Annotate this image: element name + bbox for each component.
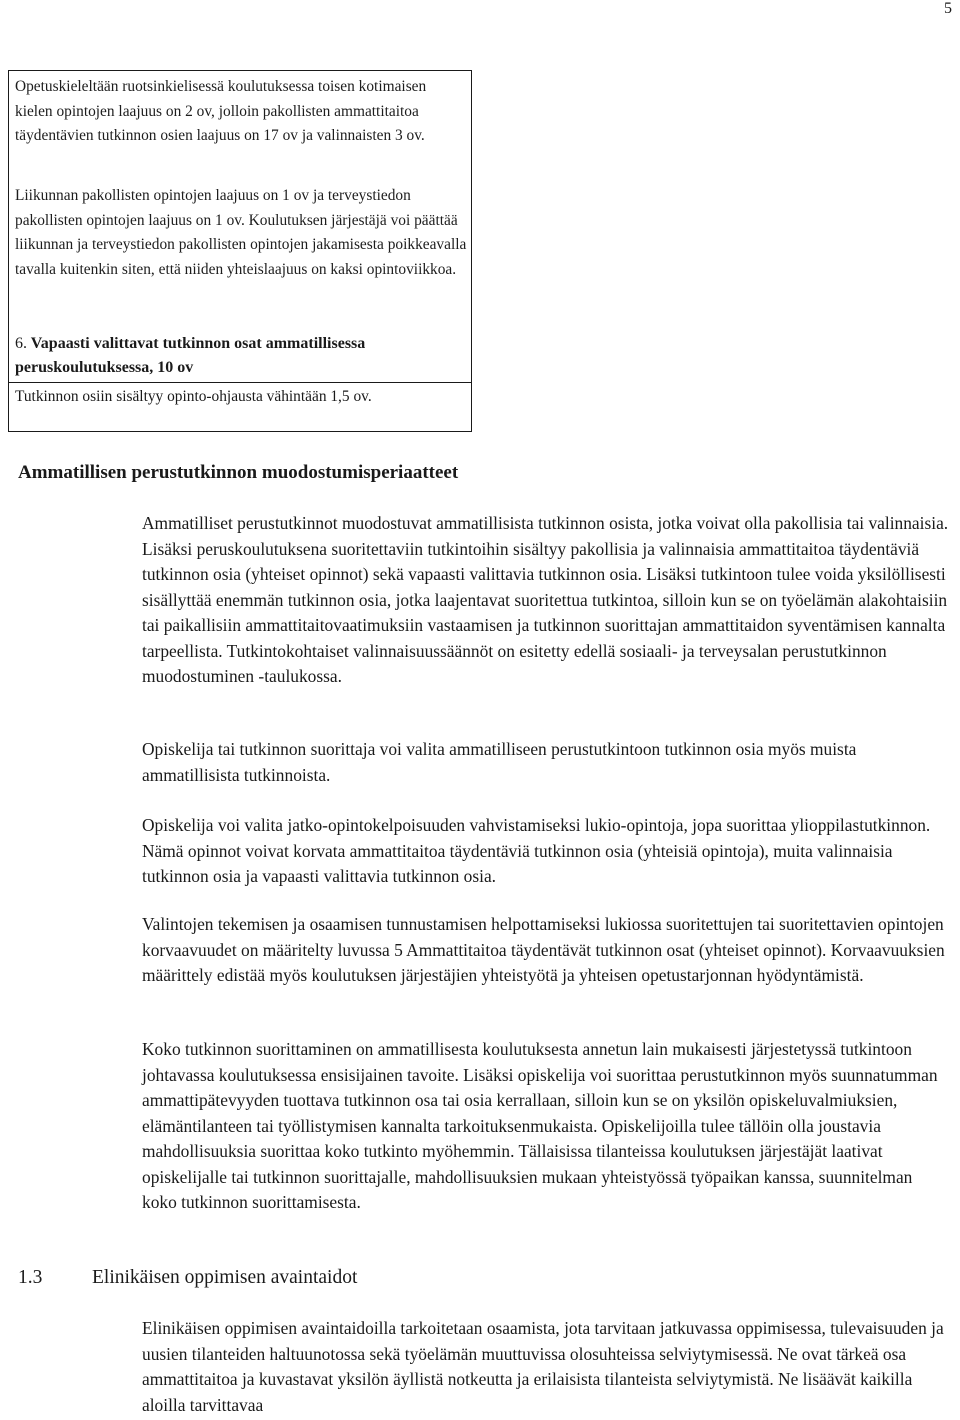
page-number: 5 xyxy=(944,0,952,17)
box-footer-note: Tutkinnon osiin sisältyy opinto-ohjausta vähintään 1,5 ov. xyxy=(15,388,372,405)
section-heading xyxy=(18,1264,357,1292)
box-paragraph-language: Opetuskieleltään ruotsinkielisessä koulutuksessa toisen kotimaisen kielen opintojen laajuus on 2 ov, jolloin pakollisten ammattitaitoa täydentävien tutkinnon osien laajuus on 17 ov ja valinnaisten 3 ov. xyxy=(15,78,427,144)
section-title: Elinikäisen oppimisen avaintaidot xyxy=(92,1267,358,1288)
paragraph-complete-qualification: Koko tutkinnon suorittaminen on ammatillisesta koulutuksesta annetun lain mukaisesti järjestetyssä tutkintoon johtavassa koulutuksessa ensisijainen tavoite. Lisäksi opiskelija voi suorittaa perustutkinnon myös suunnatumman ammattipätevyyden tuottava tutkinnon osa tai osia kerrallaan, silloin kun se on yksilön opiskeluvalmiuksien, elämäntilanteen tai työllistymisen kannalta tarkoituksenmukaista. Opiskelijoilla tulee tällöin olla joustavia mahdollisuuksia suorittaa koko tutkinto myöhemmin. Tällaisissa tilanteissa koulutuksen järjestäjät laativat opiskelijalle tai tutkinnon suorittajalle, mahdollisuuksien mukaan yhteistyössä työpaikan kanssa, suunnitelman koko tutkinnon suorittamisesta. xyxy=(142,1039,938,1212)
box-paragraph-physical-education: Liikunnan pakollisten opintojen laajuus on 1 ov ja terveystiedon pakollisten opintojen laajuus on 1 ov. Koulutuksen järjestäjä voi päättää liikunnan ja terveystiedon pakollisten opintojen jakamisesta poikkeavalla tavalla kuitenkin siten, että niiden yhteislaajuus on kaksi opintoviikkoa. xyxy=(15,187,467,278)
info-box xyxy=(8,70,472,432)
section-number: 1.3 xyxy=(18,1267,43,1288)
box-heading xyxy=(15,332,467,380)
box-divider xyxy=(9,382,471,383)
paragraph-upper-secondary-studies: Opiskelija voi valita jatko-opintokelpoisuuden vahvistamiseksi lukio-opintoja, jopa suorittaa ylioppilastutkinnon. Nämä opinnot voivat korvata ammattitaitoa täydentäviä tutkinnon osia (yhteisiä opintoja), muita valinnaisia tutkinnon osia ja vapaasti valittavia tutkinnon osia. xyxy=(142,815,931,886)
paragraph-other-qualifications: Opiskelija tai tutkinnon suorittaja voi valita ammatilliseen perustutkintoon tutkinnon osia myös muista ammatillisista tutkinnoista. xyxy=(142,739,857,785)
paragraph-recognition: Valintojen tekemisen ja osaamisen tunnustamisen helpottamiseksi lukiossa suoritettujen tai suoritettavien opintojen korvaavuudet on määritelty luvussa 5 Ammattitaitoa täydentävät tutkinnon osat (yhteiset opinnot). Korvaavuuksien määrittely edistää myös koulutuksen järjestäjien yhteistyötä ja yhteisen opetustarjonnan hyödyntämistä. xyxy=(142,914,945,985)
paragraph-key-skills: Elinikäisen oppimisen avaintaidoilla tarkoitetaan osaamista, jota tarvitaan jatkuvassa oppimisessa, tulevaisuuden ja uusien tilanteiden haltuunotossa sekä työelämän muuttuvissa olosuhteissa selviytymisessä. Ne ovat tärkeä osa ammattitaitoa ja kuvastavat yksilön äyllistä notkeutta ja erilaisista tilanteista selviytymistä. Ne lisäävät kaikilla aloilla tarvittavaa xyxy=(142,1318,944,1415)
box-heading-text: Vapaasti valittavat tutkinnon osat ammatillisessa peruskoulutuksessa, 10 ov xyxy=(15,335,366,376)
main-heading: Ammatillisen perustutkinnon muodostumisperiaatteet xyxy=(18,462,459,483)
paragraph-composition: Ammatilliset perustutkinnot muodostuvat ammatillisista tutkinnon osista, jotka voivat olla pakollisia tai valinnaisia. Lisäksi peruskoulutuksena suoritettaviin tutkintoihin sisältyy pakollisia ja valinnaisia ammattitaitoa täydentäviä tutkinnon osia (yhteiset opinnot) sekä vapaasti valittavia tutkinnon osia. Lisäksi tutkintoon tulee voida yksilöllisesti sisällyttää enemmän tutkinnon osia, jotka laajentavat suoritettua tutkintoa, silloin kun se on työelämän alakohtaisiin tai paikallisiin ammattitaitovaatimuksiin vastaamisen ja tutkinnon suorittajan ammattitaidon syventämisen kannalta tarpeellista. Tutkintokohtaiset valinnaisuussäännöt on esitetty edellä sosiaali- ja terveysalan perustutkinnon muodostuminen -taulukossa. xyxy=(142,513,949,686)
box-heading-number: 6. xyxy=(15,335,27,352)
